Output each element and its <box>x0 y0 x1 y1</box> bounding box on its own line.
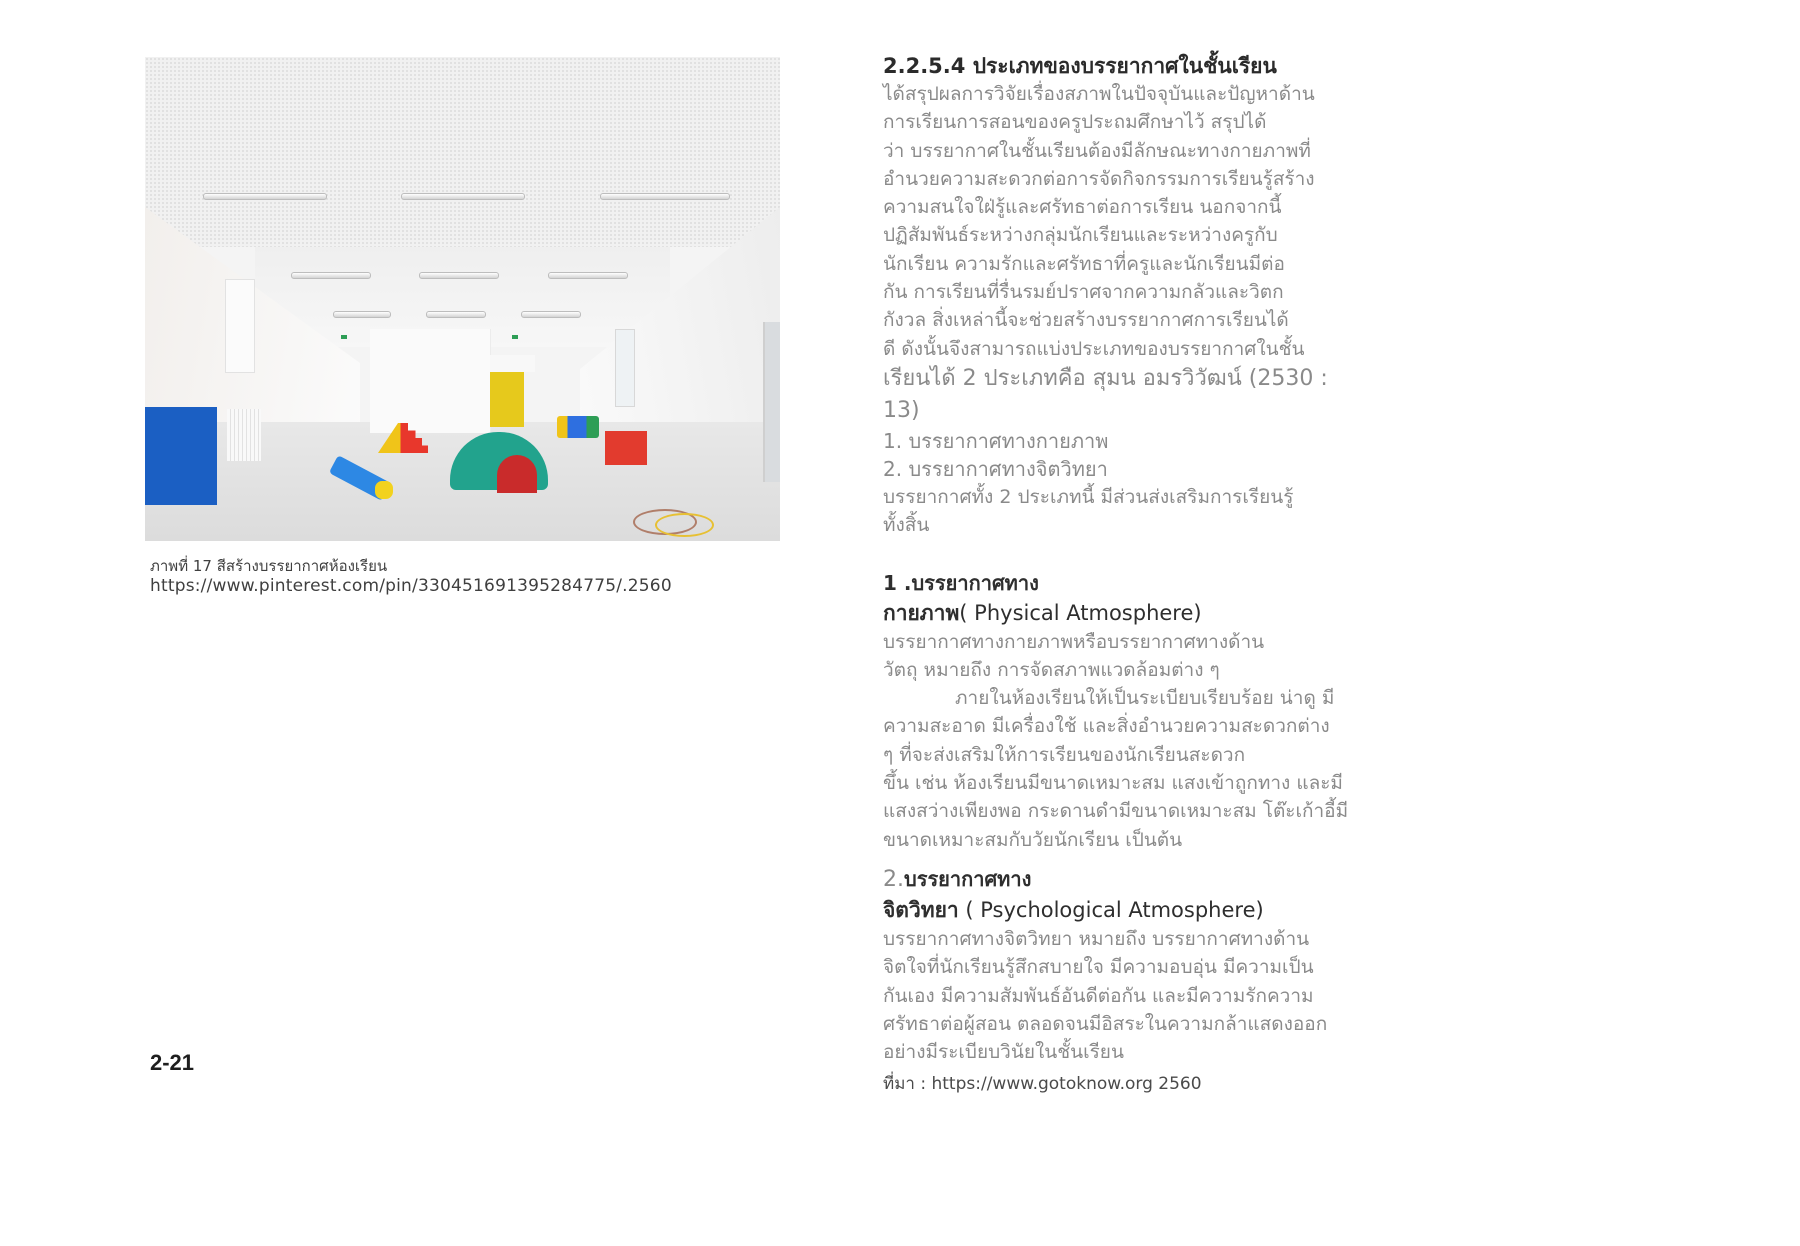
paragraph-line: 13) <box>883 397 920 423</box>
foam-blocks <box>557 416 599 438</box>
photo-yellow-door <box>490 372 524 427</box>
paragraph-line: บรรยากาศทางกายภาพหรือบรรยากาศทางด้าน <box>883 630 1265 653</box>
paragraph-line: ว่า บรรยากาศในชั้นเรียนต้องมีลักษณะทางกายภาพที่ <box>883 139 1311 162</box>
heading-text: บรรยากาศทาง <box>904 866 1032 891</box>
paragraph-line: บรรยากาศทางจิตวิทยา หมายถึง บรรยากาศทางด้าน <box>883 927 1310 950</box>
radiator <box>227 409 261 461</box>
paragraph-line: ความสนใจใฝ่รู้และศรัทธาต่อการเรียน นอกจากนี้ <box>883 196 1282 219</box>
physical-heading-en <box>883 598 1323 628</box>
text-column <box>883 52 1349 1115</box>
paragraph-line: จิตใจที่นักเรียนรู้สึกสบายใจ มีความอบอุ่น มีความเป็น <box>883 956 1314 979</box>
spacer <box>883 854 1323 864</box>
heading-number: 1 . <box>883 570 912 595</box>
foam-tunnel-opening <box>497 455 537 493</box>
heading-english: ( Physical Atmosphere) <box>959 600 1202 625</box>
caption-label: ภาพที่ 17 สีสร้างบรรยากาศห้องเรียน <box>150 557 388 575</box>
intro-paragraph <box>883 80 1328 427</box>
paragraph-line: กัน การเรียนที่รื่นรมย์ปราศจากความกลัวและวิตก <box>883 281 1284 304</box>
ceiling-light-icon <box>600 193 730 200</box>
exit-sign-icon <box>512 335 518 339</box>
physical-heading <box>883 568 1323 598</box>
paragraph-line: กังวล สิ่งเหล่านี้จะช่วยสร้างบรรยากาศการเรียนได้ <box>883 309 1289 332</box>
blue-gym-mat <box>145 407 217 505</box>
paragraph-line: อย่างมีระเบียบวินัยในชั้นเรียน <box>883 1041 1124 1064</box>
spacer <box>883 540 1323 568</box>
exit-sign-icon <box>341 335 347 339</box>
paragraph-line: ได้สรุปผลการวิจัยเรื่องสภาพในปัจจุบันและปัญหาด้าน <box>883 83 1315 105</box>
page-number: 2-21 <box>150 1050 195 1075</box>
paragraph-line: การเรียนการสอนของครูประถมศึกษาไว้ สรุปได้ <box>883 111 1267 134</box>
paragraph-line: วัตถุ หมายถึง การจัดสภาพแวดล้อมต่าง ๆ <box>883 658 1220 681</box>
paragraph-line: แสงสว่างเพียงพอ กระดานดำมีขนาดเหมาะสม โต๊ะเก้าอี้มี <box>883 800 1349 823</box>
paragraph-line: นักเรียน ความรักและศรัทธาที่ครูและนักเรียนมีต่อ <box>883 252 1285 275</box>
paragraph-line: ๆ ที่จะส่งเสริมให้การเรียนของนักเรียนสะดวก <box>883 743 1246 766</box>
figure-caption <box>150 556 672 596</box>
heading-thai: จิตวิทยา <box>883 897 959 922</box>
photo-ceiling <box>145 57 780 247</box>
list-item: 1. บรรยากาศทางกายภาพ <box>883 428 1109 453</box>
ceiling-light-icon <box>291 272 371 279</box>
ceiling-light-icon <box>401 193 525 200</box>
paragraph-line: ขนาดเหมาะสมกับวัยนักเรียน เป็นต้น <box>883 828 1183 851</box>
psychological-heading-en <box>883 895 1323 925</box>
ceiling-light-icon <box>419 272 499 279</box>
psychological-heading <box>883 864 1323 895</box>
psychological-atmosphere-section <box>883 864 1328 1098</box>
ceiling-light-icon <box>333 311 391 318</box>
section-heading: 2.2.5.4 ประเภทของบรรยากาศในชั้นเรียน <box>883 54 1277 78</box>
photo-back-wall <box>370 329 491 433</box>
foam-roller-end <box>375 481 393 499</box>
paragraph-line: กันเอง มีความสัมพันธ์อันดีต่อกัน และมีความรักความ <box>883 984 1314 1007</box>
physical-atmosphere-section <box>883 568 1349 854</box>
paragraph-line: ปฏิสัมพันธ์ระหว่างกลุ่มนักเรียนและระหว่างครูกับ <box>883 224 1278 247</box>
summary-paragraph <box>883 483 1323 540</box>
hula-hoop <box>655 513 714 537</box>
photo-door-frame <box>490 355 535 372</box>
heading-number: 2. <box>883 866 904 892</box>
photo-window-far-right <box>763 322 780 482</box>
paragraph-line: ศรัทธาต่อผู้สอน ตลอดจนมีอิสระในความกล้าแสดงออก <box>883 1012 1328 1035</box>
source-citation[interactable]: ที่มา : https://www.gotoknow.org 2560 <box>883 1074 1202 1095</box>
paragraph-line: ความสะอาด มีเครื่องใช้ และสิ่งอำนวยความสะดวกต่าง <box>883 715 1330 738</box>
atmosphere-type-list <box>883 427 1323 483</box>
photo-window-left <box>225 279 255 373</box>
paragraph-line: เรียนได้ 2 ประเภทคือ สุมน อมรวิวัฒน์ (2530 : <box>883 365 1328 391</box>
heading-english: ( Psychological Atmosphere) <box>958 897 1264 922</box>
caption-source-link[interactable]: https://www.pinterest.com/pin/330451691395284775/.2560 <box>150 576 672 596</box>
ceiling-light-icon <box>203 193 327 200</box>
classroom-photo <box>145 57 780 541</box>
list-item: 2. บรรยากาศทางจิตวิทยา <box>883 456 1108 481</box>
red-foam-cube <box>605 431 647 465</box>
paragraph-line: ภายในห้องเรียนให้เป็นระเบียบเรียบร้อย น่าดู มี <box>955 687 1335 710</box>
paragraph-line: บรรยากาศทั้ง 2 ประเภทนี้ มีส่วนส่งเสริมการเรียนรู้ <box>883 485 1294 508</box>
ceiling-light-icon <box>548 272 628 279</box>
ceiling-light-icon <box>426 311 486 318</box>
paragraph-line: อำนวยความสะดวกต่อการจัดกิจกรรมการเรียนรู้สร้าง <box>883 167 1315 190</box>
heading-text: บรรยากาศทาง <box>911 570 1039 595</box>
ceiling-light-icon <box>521 311 581 318</box>
heading-thai: กายภาพ <box>883 600 960 625</box>
paragraph-line: ดี ดังนั้นจึงสามารถแบ่งประเภทของบรรยากาศในชั้น <box>883 337 1305 360</box>
paragraph-line: ขึ้น เช่น ห้องเรียนมีขนาดเหมาะสม แสงเข้าถูกทาง และมี <box>883 772 1343 795</box>
photo-window-right <box>615 329 635 407</box>
paragraph-line: ทั้งสิ้น <box>883 514 930 537</box>
